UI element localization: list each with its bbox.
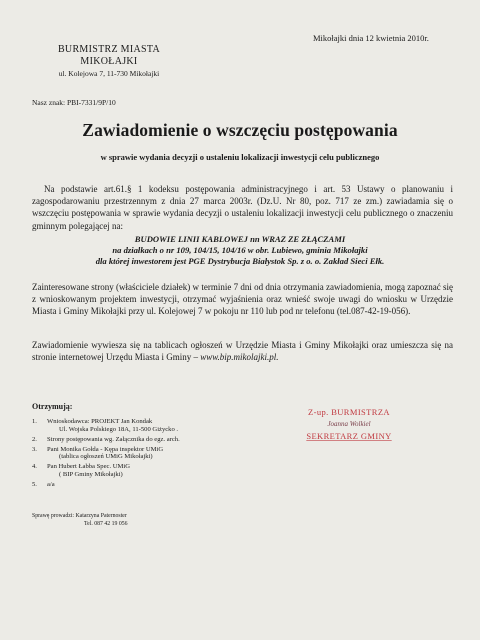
publication-paragraph <box>32 339 453 363</box>
recipient-item: 3. Pani Monika Gołda - Kępa inspektor UMiG (tablica ogłoszeń UMiG Mikołajki) <box>32 445 164 461</box>
publication-text: Zawiadomienie wywiesza się na tablicach ogłoszeń w Urzędzie Miasta i Gminy Mikołajki oraz umieszcza się na stronie internetowej Urzędu Miasta i Gminy – <box>32 340 453 363</box>
investment-subject <box>40 234 440 267</box>
authority-address: ul. Kolejowa 7, 11-730 Mikołajki <box>58 69 160 78</box>
case-handler <box>32 512 128 528</box>
recipients-heading: Otrzymują: <box>32 402 73 411</box>
recipient-item: 4. Pan Hubert Łabba Spec. UMiG ( BIP Gminy Mikołajki) <box>32 463 130 478</box>
official-stamp <box>289 407 409 451</box>
subject-line2: na działkach o nr 109, 104/15, 104/16 w obr. Lubiewo, gminia Mikołajki <box>112 245 368 255</box>
issuing-authority <box>44 44 174 80</box>
case-handler-name: Sprawę prowadzi: Katarzyna Paternoster <box>32 513 127 519</box>
legal-basis-paragraph: Na podstawie art.61.§ 1 kodeksu postępowania administracyjnego i art. 53 Ustawy o planowaniu i zagospodarowaniu przestrzennym z dnia 27 marca 2003r. (Dz.U. Nr 80, poz. 717 ze zm.) zawiadamia się o wszczęciu postępowania w sprawie wydania decyzji o ustaleniu lokalizacji inwestycji celu publicznego o znaczeniu gminnym polegającej na: <box>32 184 453 231</box>
authority-line2: MIKOŁAJKI <box>80 56 138 67</box>
authority-line1: BURMISTRZ MIASTA <box>57 44 161 55</box>
bip-website-link: www.bip.mikolajki.pl. <box>200 352 279 363</box>
stamp-line1: Z-up. BURMISTRZA <box>308 407 390 417</box>
recipients-list <box>32 418 180 491</box>
subject-line1: BUDOWIE LINII KABLOWEJ nn WRAZ ZE ZŁĄCZAMI <box>134 234 346 244</box>
subject-line3: dla której inwestorem jest PGE Dystrybucja Białystok Sp. z o. o. Zakład Sieci Ełk. <box>95 256 385 266</box>
document-date: Mikołajki dnia 12 kwietnia 2010r. <box>313 33 429 43</box>
recipient-item: 1. Wnioskodawca: PROJEKT Jan Kondak Ul. Wojska Polskiego 18A, 11-500 Giżycko . <box>32 418 179 433</box>
document-title: Zawiadomienie o wszczęciu postępowania <box>82 120 398 140</box>
document-subtitle: w sprawie wydania decyzji o ustaleniu lokalizacji inwestycji celu publicznego <box>100 152 380 162</box>
recipient-item: 5. a/a <box>32 480 55 488</box>
reference-number: Nasz znak: PBI-7331/9P/10 <box>32 98 116 107</box>
signature: Joanna Wolkiel <box>327 420 371 428</box>
case-handler-phone: Tel. 087 42 19 056 <box>84 521 128 527</box>
interested-parties-paragraph: Zainteresowane strony (właściciele działek) w terminie 7 dni od dnia otrzymania zawiadomienia, mogą zapoznać się z wnioskowanym projektem inwestycji, otrzymać wyjaśnienia oraz wnieść swoje uwagi do wniosku w Urzędzie Miasta i Gminy Mikołajki przy ul. Kolejowej 7 w pokoju nr 110 lub pod nr telefonu (tel.087-42-19-056). <box>32 282 453 317</box>
recipient-item: 2. Strony postępowania wg. Załącznika do egz. arch. <box>32 435 180 443</box>
stamp-line2: SEKRETARZ GMINY <box>306 431 392 441</box>
